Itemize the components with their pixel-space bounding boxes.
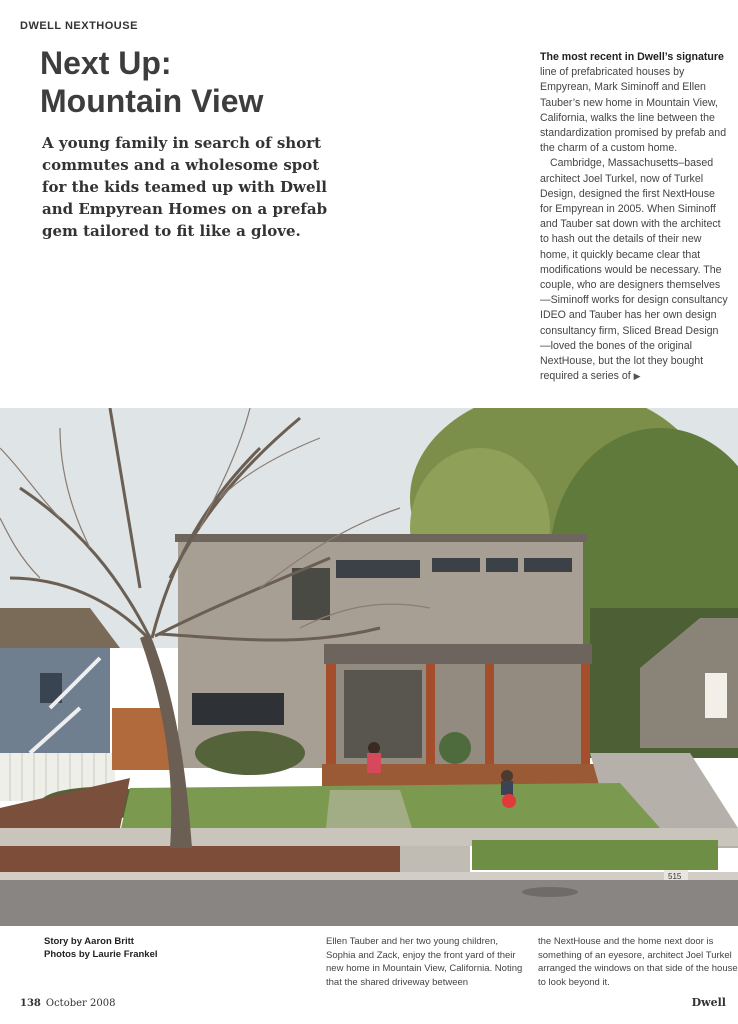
magazine-name: Dwell — [691, 996, 726, 1009]
section-label: DWELL NEXTHOUSE — [20, 20, 138, 32]
headline — [40, 44, 340, 120]
dek: A young family in search of short commutes and a wholesome spot for the kids teamed up with Dwell and Empyrean Homes on a prefab gem tailored to fit like a glove. — [42, 134, 328, 240]
headline-line-1: Next Up: — [40, 45, 172, 81]
house-photo — [0, 408, 738, 926]
body-lead-in: The most recent in Dwell’s signature — [540, 51, 724, 63]
photo-caption-part-2: the NextHouse and the home next door is something of an eyesore, architect Joel Turkel arranged the windows on that side of the house to look beyond it. — [538, 936, 738, 988]
photo-caption-part-1: Ellen Tauber and her two young children, Sophia and Zack, enjoy the front yard of their new home in Mountain View, California. Noting that the shared driveway between — [326, 936, 523, 988]
page-folio — [20, 998, 115, 1009]
body-column — [540, 50, 728, 384]
story-credit: Story by Aaron Britt — [44, 936, 134, 947]
continue-arrow-icon: ▶ — [633, 371, 641, 382]
body-paragraph-1 — [540, 50, 728, 156]
page-number: 138 — [20, 998, 41, 1009]
headline-line-2: Mountain View — [40, 83, 264, 119]
body-paragraph-2-text: Cambridge, Massachusetts–based architect Joel Turkel, now of Turkel Design, designed the first NextHouse for Empyrean in 2005. When Siminoff and Tauber sat down with the architect to hash out the details of their new home, it quickly became clear that modifications would be necessary. The couple, who are designers themselves—Siminoff works for design consultancy IDEO and Tauber has her own design consultancy firm, Sliced Bread Design—loved the bones of the original NextHouse, but the lot they bought required a series of — [540, 157, 728, 383]
credits — [44, 935, 244, 961]
body-paragraph-2 — [540, 156, 728, 384]
photo-credit: Photos by Laurie Frankel — [44, 949, 158, 960]
issue-date: October 2008 — [45, 998, 116, 1009]
house-number: 515 — [668, 872, 682, 881]
body-paragraph-1-text: line of prefabricated houses by Empyrean, Mark Siminoff and Ellen Tauber’s new home in Mountain View, California, walks the line between the standardization promised by prefab and the charm of a custom home. — [540, 66, 727, 155]
